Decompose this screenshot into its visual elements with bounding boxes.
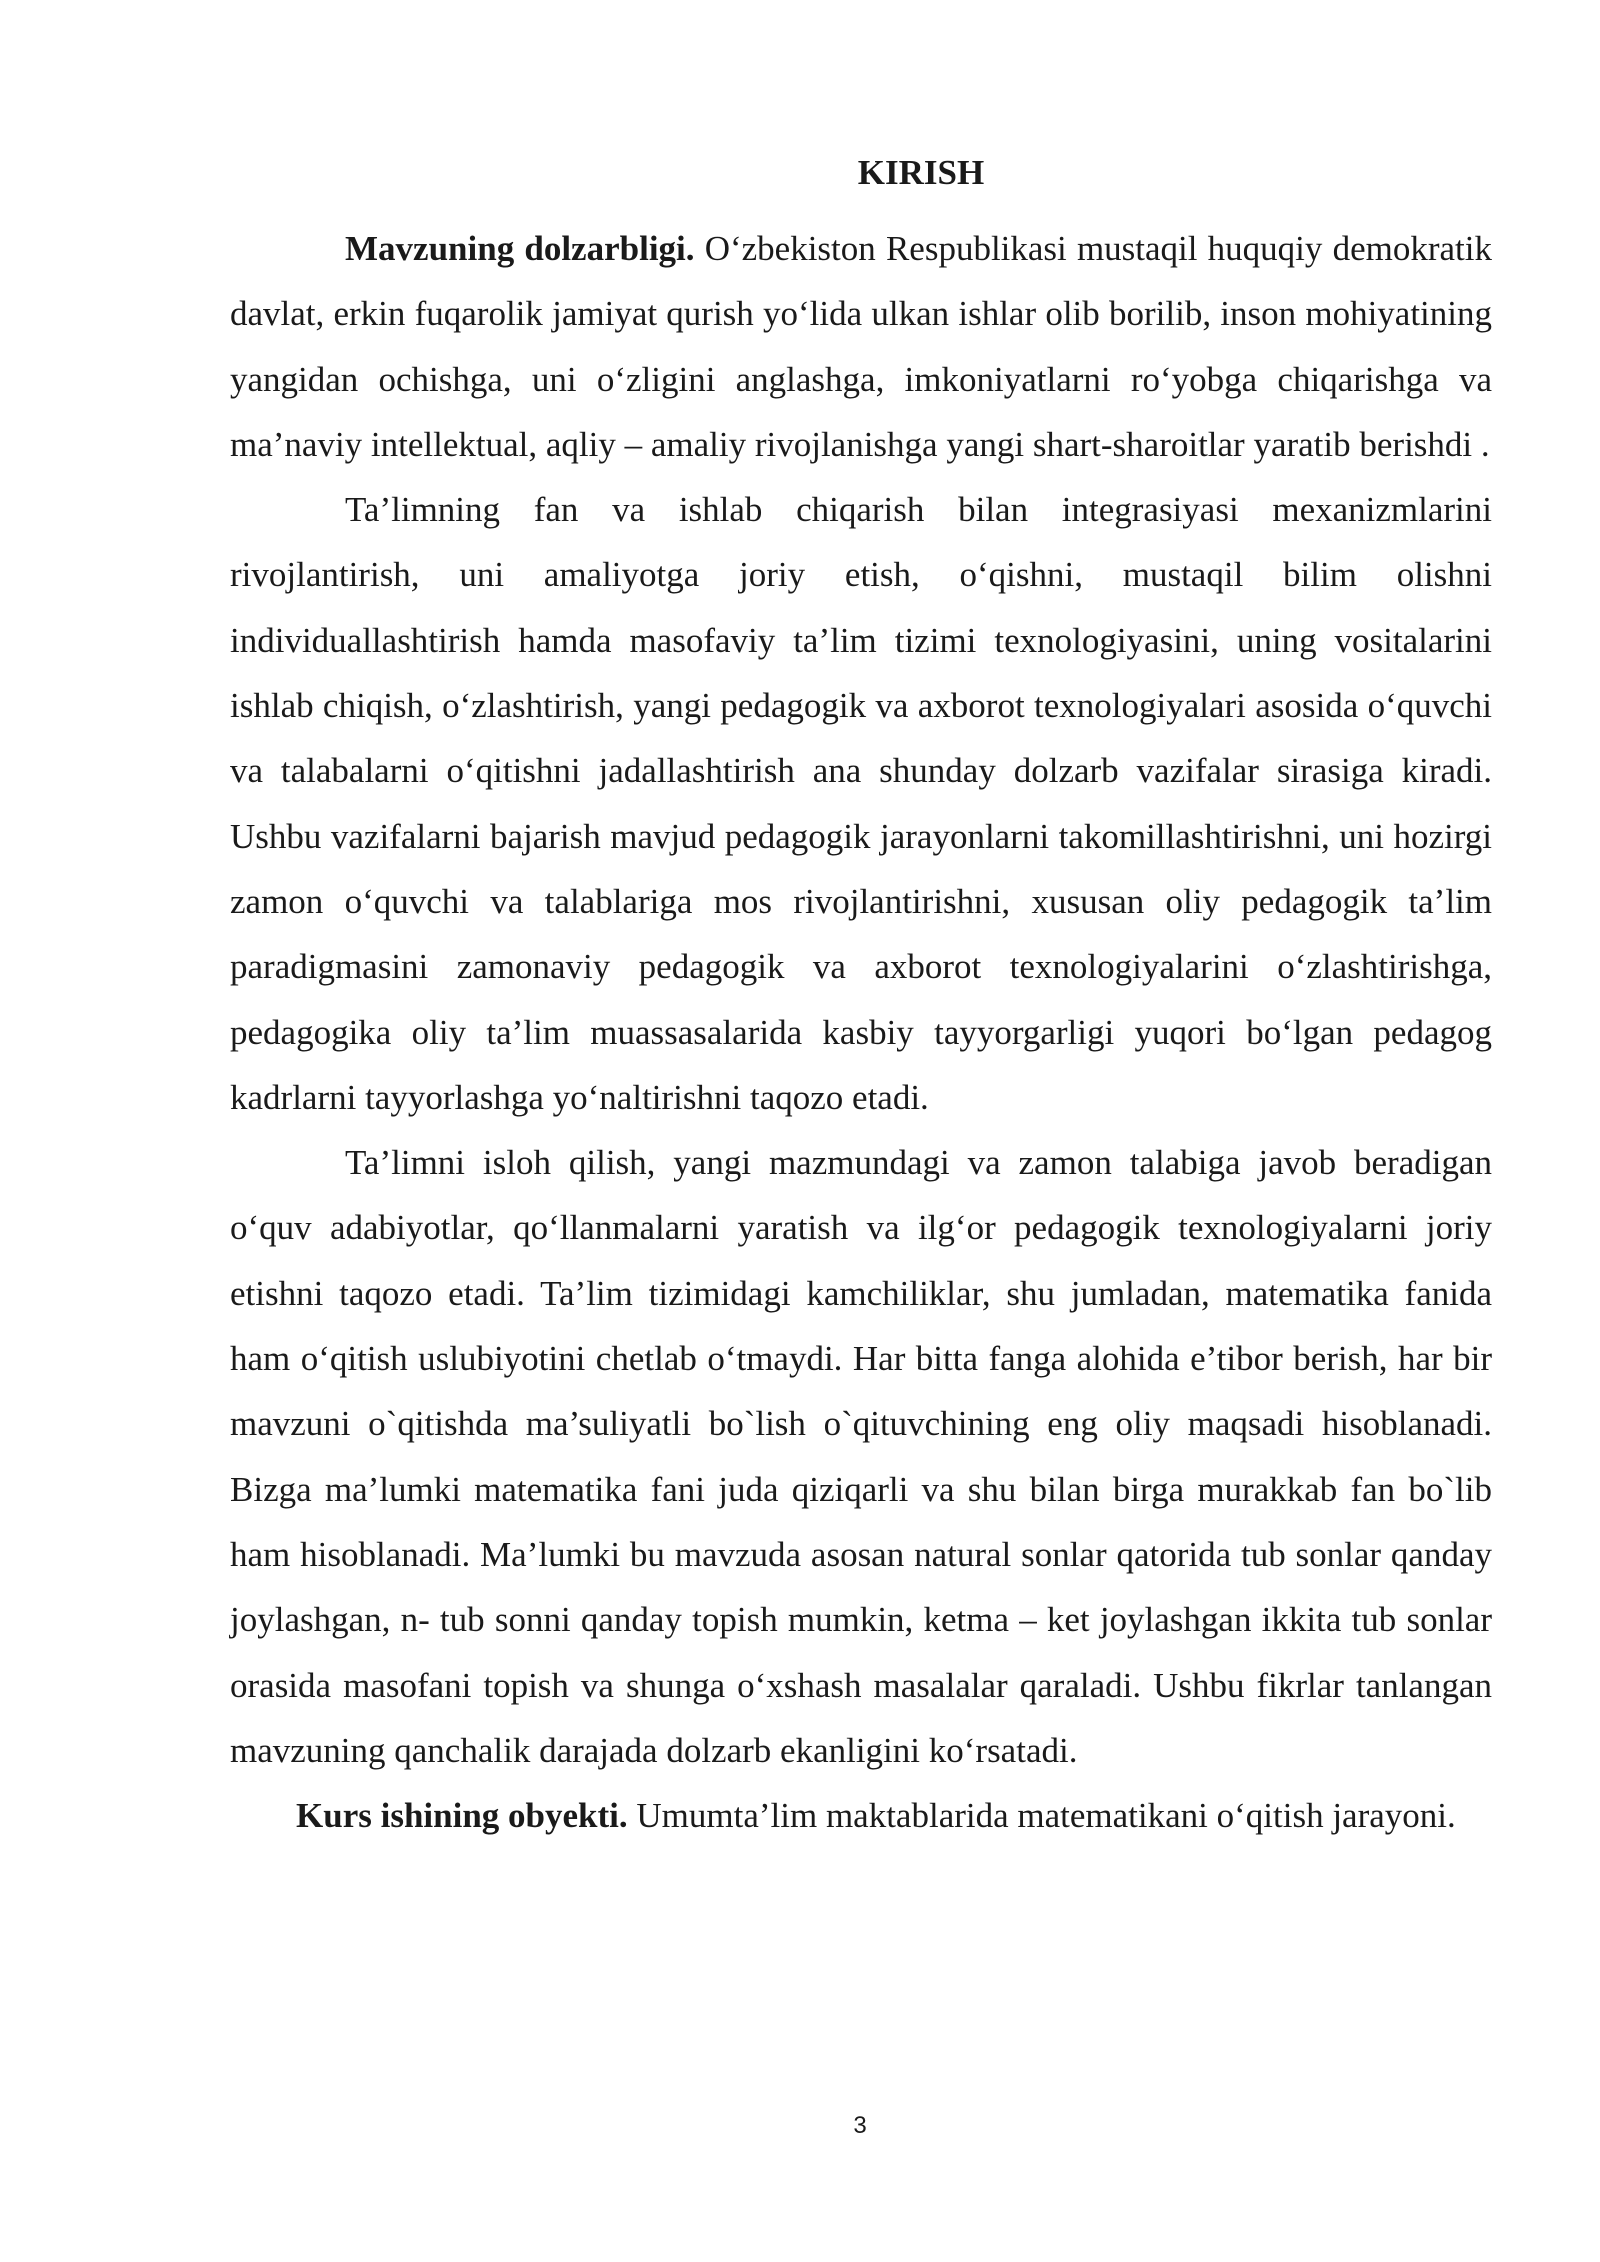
paragraph-text-reform: Ta’limni isloh qilish, yangi mazmundagi va zamon talabiga javob beradigan o‘quv adabiyotlar, qo‘llanmalarni yaratish va ilg‘or pedagogik texnologiyalarni joriy etishni taqozo etadi. Ta’lim tizimidagi kamchiliklar, shu jumladan, matematika fanida ham o‘qitish uslubiyotini chetlab o‘tmaydi. Har bitta fanga alohida e’tibor berish, har bir mavzuni o`qitishda ma’suliyatli bo`lish o`qituvchining eng oliy maqsadi hisoblanadi. Bizga ma’lumki matematika fani juda qiziqarli va shu bilan birga murakkab fan bo`lib ham hisoblanadi. Ma’lumki bu mavzuda asosan natural sonlar qatorida tub sonlar qanday joylashgan, n- tub sonni qanday topish mumkin, ketma – ket joylashgan ikkita tub sonlar orasida masofani topish va shunga o‘xshash masalalar qaraladi. Ushbu fikrlar tanlangan mavzuning qanchalik darajada dolzarb ekanligini ko‘rsatadi. [230,1143,1492,1770]
paragraph-text-object: Umumta’lim maktablarida matematikani o‘qitish jarayoni. [627,1796,1456,1836]
paragraph-text-relevance: O‘zbekiston Respublikasi mustaqil huquqiy demokratik davlat, erkin fuqarolik jamiyat qurish yo‘lida ulkan ishlar olib borilib, inson mohiyatining yangidan ochishga, uni o‘zligini anglashga, imkoniyatlarni ro‘yobga chiqarishga va ma’naviy intellektual, aqliy – amaliy rivojlanishga yangi shart-sharoitlar yaratib berishdi . [230,229,1492,464]
page-content [230,140,1492,1848]
paragraph-reform [230,1130,1492,1783]
paragraph-integration [230,477,1492,1130]
paragraph-relevance [230,216,1492,477]
page-title: KIRISH [857,153,985,192]
page-number: 3 [853,2112,867,2139]
paragraph-object [230,1783,1492,1848]
paragraph-text-integration: Ta’limning fan va ishlab chiqarish bilan integrasiyasi mexanizmlarini rivojlantirish, uni amaliyotga joriy etish, o‘qishni, mustaqil bilim olishni individuallashtirish hamda masofaviy ta’lim tizimi texnologiyasini, uning vositalarini ishlab chiqish, o‘zlashtirish, yangi pedagogik va axborot texnologiyalari asosida o‘quvchi va talabalarni o‘qitishni jadallashtirish ana shunday dolzarb vazifalar sirasiga kiradi. Ushbu vazifalarni bajarish mavjud pedagogik jarayonlarni takomillashtirishni, uni hozirgi zamon o‘quvchi va talablariga mos rivojlantirishni, xususan oliy pedagogik ta’lim paradigmasini zamonaviy pedagogik va axborot texnologiyalarini o‘zlashtirishga, pedagogika oliy ta’lim muassasalarida kasbiy tayyorgarligi yuqori bo‘lgan pedagog kadrlarni tayyorlashga yo‘naltirishni taqozo etadi. [230,490,1492,1117]
paragraph-lead-object: Kurs ishining obyekti. [296,1796,628,1836]
paragraph-lead-relevance: Mavzuning dolzarbligi. [345,229,695,268]
